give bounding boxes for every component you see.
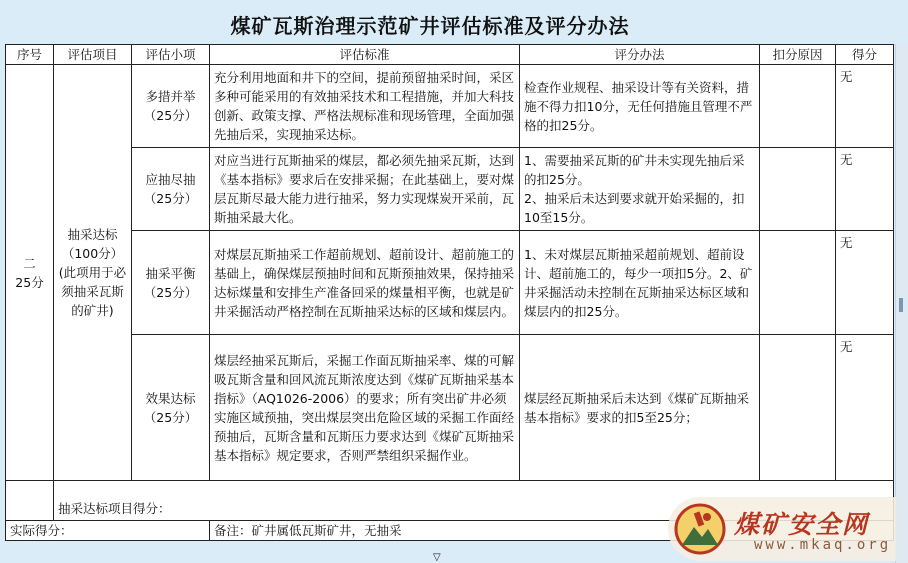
table-row xyxy=(6,335,894,481)
criteria-cell: 充分利用地面和井下的空间，提前预留抽采时间，采区多种可能采用的有效抽采技术和工程措施，并加大科技创新、政策支撑、严格法规标准和现场管理，全面加强先抽后采，实现抽采达标。 xyxy=(210,65,520,148)
section-seq: 二 xyxy=(23,255,36,271)
remark: 备注：矿井属低瓦斯矿井，无抽采 xyxy=(210,521,894,541)
subitem-cell xyxy=(132,65,210,148)
scrollbar-thumb[interactable] xyxy=(899,298,903,312)
subitem-points: （25分） xyxy=(143,409,198,425)
subtotal-label: 抽采达标项目得分： xyxy=(54,481,894,521)
header-criteria: 评估标准 xyxy=(210,45,520,65)
subitem-cell xyxy=(132,231,210,335)
actual-score-label: 实际得分： xyxy=(6,521,210,541)
deduct-cell xyxy=(760,231,836,335)
chevron-down-icon: ▽ xyxy=(433,552,441,563)
score-cell: 无 xyxy=(836,65,894,148)
table-row xyxy=(6,231,894,335)
header-deduct: 扣分原因 xyxy=(760,45,836,65)
subitem-name: 抽采平衡 xyxy=(145,265,196,281)
header-method: 评分办法 xyxy=(520,45,760,65)
section-seq-cell xyxy=(6,65,54,481)
header-seq: 序号 xyxy=(6,45,54,65)
method-cell: 1、需要抽采瓦斯的矿井未实现先抽后采的扣25分。 2、抽采后未达到要求就开始采掘的，扣10至15分。 xyxy=(520,148,760,231)
watermark-text: 煤矿安全网 xyxy=(734,510,870,539)
header-row xyxy=(6,45,894,65)
site-watermark xyxy=(668,497,896,561)
subitem-cell xyxy=(132,335,210,481)
method-cell: 1、未对煤层瓦斯抽采超前规划、超前设计、超前施工的，每少一项扣5分。2、矿井采掘活动未控制在瓦斯抽采达标区域和煤层内的扣25分。 xyxy=(520,231,760,335)
score-cell: 无 xyxy=(836,148,894,231)
score-cell: 无 xyxy=(836,231,894,335)
watermark-url: www.mkaq.org xyxy=(754,537,892,553)
criteria-cell: 煤层经抽采瓦斯后，采掘工作面瓦斯抽采率、煤的可解吸瓦斯含量和回风流瓦斯浓度达到《煤矿瓦斯抽采基本指标》（AQ1026-2006）的要求；所有突出矿井必须实施区域预抽，突出煤层突出危险区域的采掘工作面经预抽后，瓦斯含量和瓦斯压力要求达到《煤矿瓦斯抽采基本指标》规定要求，否则严禁组织采掘作业。 xyxy=(210,335,520,481)
deduct-cell xyxy=(760,65,836,148)
subitem-name: 多措并举 xyxy=(145,89,196,104)
document-title: 煤矿瓦斯治理示范矿井评估标准及评分办法 xyxy=(230,14,630,38)
subitem-points: （25分） xyxy=(143,191,198,206)
mining-logo-icon xyxy=(674,503,726,555)
subitem-name: 效果达标 xyxy=(145,390,196,406)
score-cell: 无 xyxy=(836,335,894,481)
criteria-cell: 对应当进行瓦斯抽采的煤层，都必须先抽采瓦斯，达到《基本指标》要求后在安排采掘；在此基础上，要对煤层瓦斯尽最大能力进行抽采，努力实现煤炭开采前，瓦斯抽采最大化。 xyxy=(210,148,520,231)
section-item-points: （100分） xyxy=(61,246,124,261)
evaluation-table xyxy=(5,44,894,541)
section-item-name: 抽采达标 xyxy=(67,227,118,242)
section-seq-points: 25分 xyxy=(15,274,44,290)
header-score: 得分 xyxy=(836,45,894,65)
subitem-name: 应抽尽抽 xyxy=(145,172,196,187)
section-item-cell xyxy=(54,65,132,481)
method-cell: 检查作业规程、抽采设计等有关资料，措施不得力扣10分，无任何措施且管理不严格的扣25分。 xyxy=(520,65,760,148)
section-item-note: (此项用于必须抽采瓦斯的矿井) xyxy=(58,265,127,318)
subitem-points: （25分） xyxy=(143,284,198,300)
criteria-cell: 对煤层瓦斯抽采工作超前规划、超前设计、超前施工的基础上，确保煤层预抽时间和瓦斯预抽效果，保持抽采达标煤量和安排生产准备回采的煤量相平衡，也就是矿井采掘活动严格控制在瓦斯抽采达标的区域和煤层内。 xyxy=(210,231,520,335)
header-item: 评估项目 xyxy=(54,45,132,65)
subitem-points: （25分） xyxy=(143,108,198,123)
header-subitem: 评估小项 xyxy=(132,45,210,65)
deduct-cell xyxy=(760,335,836,481)
table-row xyxy=(6,65,894,148)
method-cell: 煤层经瓦斯抽采后未达到《煤矿瓦斯抽采基本指标》要求的扣5至25分； xyxy=(520,335,760,481)
table-row xyxy=(6,148,894,231)
deduct-cell xyxy=(760,148,836,231)
subitem-cell xyxy=(132,148,210,231)
subtotal-blank-cell xyxy=(6,481,54,521)
